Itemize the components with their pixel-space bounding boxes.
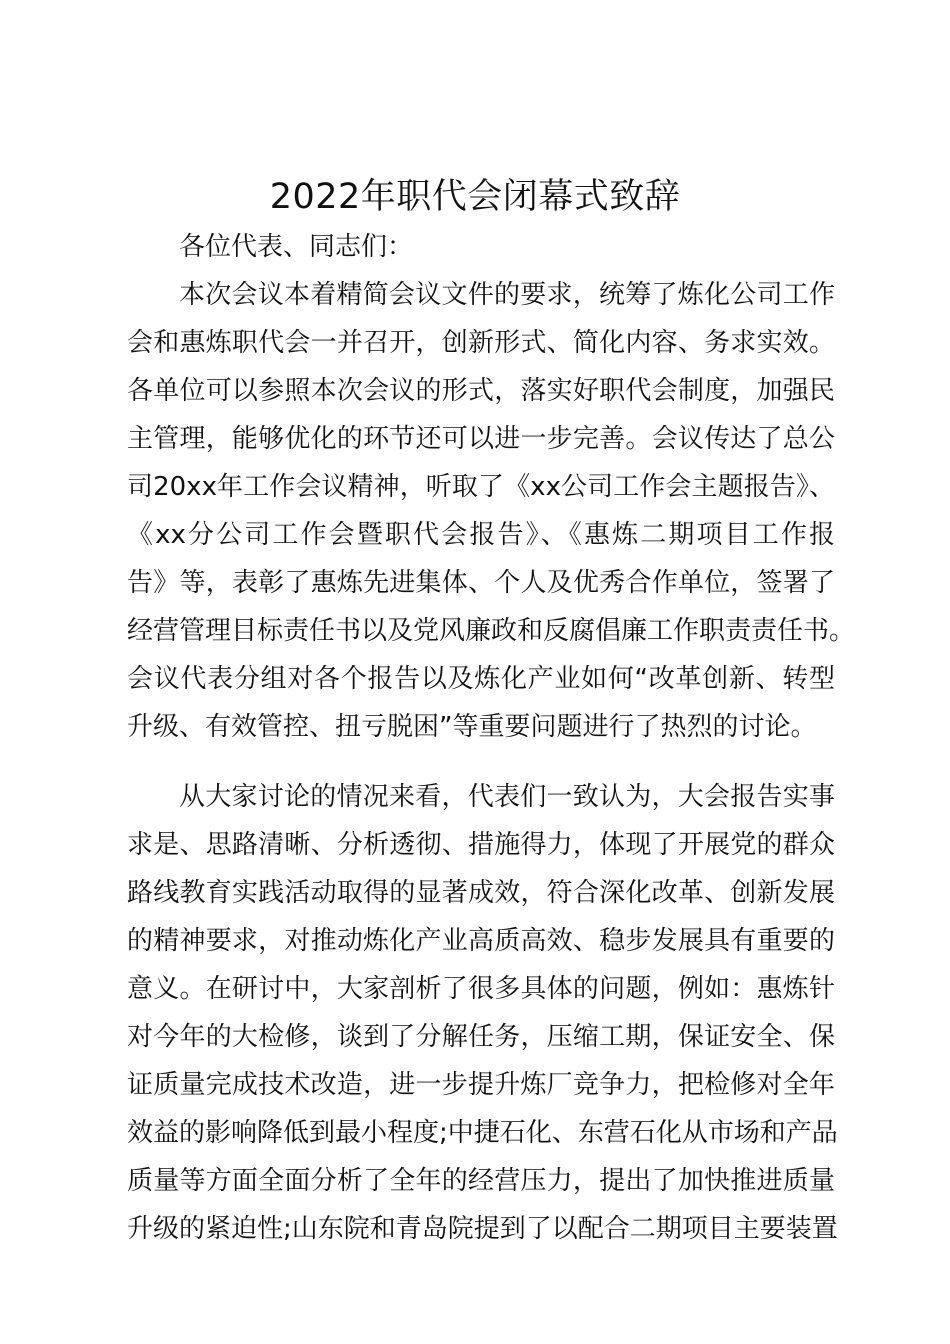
paragraph-line: 会和惠炼职代会一并召开，创新形式、简化内容、务求实效。 <box>127 328 835 358</box>
paragraph-line: 《xx分公司工作会暨职代会报告》、《惠炼二期项目工作报 <box>127 520 835 550</box>
paragraph-line: 路线教育实践活动取得的显著成效，符合深化改革、创新发展 <box>127 878 835 908</box>
salutation: 各位代表、同志们： <box>179 232 414 262</box>
paragraph-line: 对今年的大检修，谈到了分解任务，压缩工期，保证安全、保 <box>127 1022 835 1052</box>
paragraph-line: 意义。在研讨中，大家剖析了很多具体的问题，例如：惠炼针 <box>127 974 835 1004</box>
paragraph-line: 升级、有效管控、扭亏脱困”等重要问题进行了热烈的讨论。 <box>127 712 817 742</box>
paragraph-line: 经营管理目标责任书以及党风廉政和反腐倡廉工作职责责任书。 <box>127 616 856 646</box>
paragraph-2 <box>127 773 838 1253</box>
paragraph-line: 升级的紧迫性;山东院和青岛院提到了以配合二期项目主要装置 <box>127 1214 838 1244</box>
paragraph-line: 证质量完成技术改造，进一步提升炼厂竞争力，把检修对全年 <box>127 1070 835 1100</box>
document-title: 2022年职代会闭幕式致辞 <box>269 177 681 217</box>
paragraph-line: 会议代表分组对各个报告以及炼化产业如何“改革创新、转型 <box>127 664 835 694</box>
paragraph-line: 的精神要求，对推动炼化产业高质高效、稳步发展具有重要的 <box>127 926 835 956</box>
paragraph-line: 本次会议本着精简会议文件的要求，统筹了炼化公司工作 <box>179 280 835 310</box>
paragraph-line: 求是、思路清晰、分析透彻、措施得力，体现了开展党的群众 <box>127 830 835 860</box>
paragraph-line: 司20xx年工作会议精神，听取了《xx公司工作会主题报告》、 <box>127 472 835 502</box>
paragraph-line: 从大家讨论的情况来看，代表们一致认为，大会报告实事 <box>179 782 835 812</box>
document-body <box>127 223 856 1253</box>
paragraph-1 <box>127 271 856 751</box>
paragraph-line: 主管理，能够优化的环节还可以进一步完善。会议传达了总公 <box>127 424 835 454</box>
paragraph-spacer <box>127 751 835 773</box>
paragraph-line: 质量等方面全面分析了全年的经营压力，提出了加快推进质量 <box>127 1166 835 1196</box>
paragraph-line: 效益的影响降低到最小程度;中捷石化、东营石化从市场和产品 <box>127 1118 838 1148</box>
paragraph-line: 告》等，表彰了惠炼先进集体、个人及优秀合作单位，签署了 <box>127 568 835 598</box>
paragraph-line: 各单位可以参照本次会议的形式，落实好职代会制度，加强民 <box>127 376 835 406</box>
